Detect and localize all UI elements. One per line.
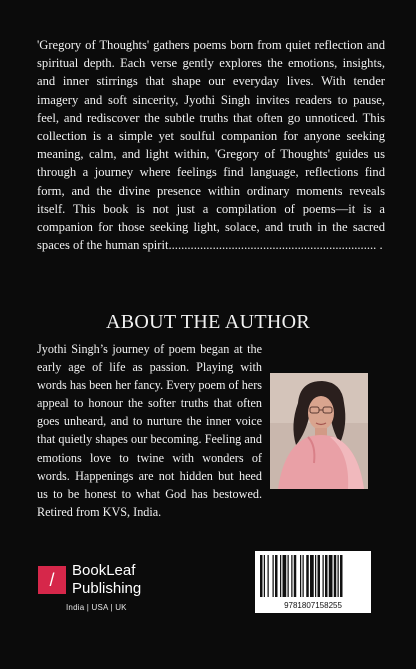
publisher-name-line2: Publishing — [72, 580, 142, 597]
isbn-number: 9781807158255 — [284, 601, 342, 610]
publisher-name-line1: BookLeaf — [72, 562, 136, 579]
publisher-name — [72, 562, 141, 598]
back-cover-blurb: 'Gregory of Thoughts' gathers poems born from quiet reflection and spiritual depth. Each verse gently explores the emotions, insights, and inner stirrings that shape our everyday lives. With tender imagery and soft sincerity, Jyothi Singh invites readers to pause, feel, and rediscover the subtle truths that often go unnoticed. This collection is a simple yet soulful companion for anyone seeking meaning, calm, and light within, 'Gregory of Thoughts' guides us through a journey where feelings find language, reflections find form, and the divine presence within ordinary moments reveals itself. This book is not just a compilation of poems—it is a companion for those seeking light, solace, and truth in the sacred spaces of the human spirit.................................................................. . — [37, 38, 385, 253]
publisher-mark-icon — [38, 566, 66, 594]
author-bio: Jyothi Singh’s journey of poem began at the early age of life as passion. Playing with words has been her fancy. Every poem of hers appeal to honour the softer truths that often goes unheard, and to nurture the inner voice that quietly shapes our becoming. Feeling and emotions love to twine with wonders of words. Happenings are not hidden but heed us to be honest to what God has bestowed. Retired from KVS, India. — [37, 342, 262, 519]
isbn-barcode — [255, 551, 371, 613]
publisher-regions: India | USA | UK — [66, 603, 127, 612]
author-photo — [270, 373, 368, 489]
about-author-heading: ABOUT THE AUTHOR — [105, 311, 311, 333]
barcode-bars — [255, 551, 371, 601]
publisher-logo — [38, 562, 188, 622]
publisher-mark-glyph: / — [49, 569, 55, 590]
